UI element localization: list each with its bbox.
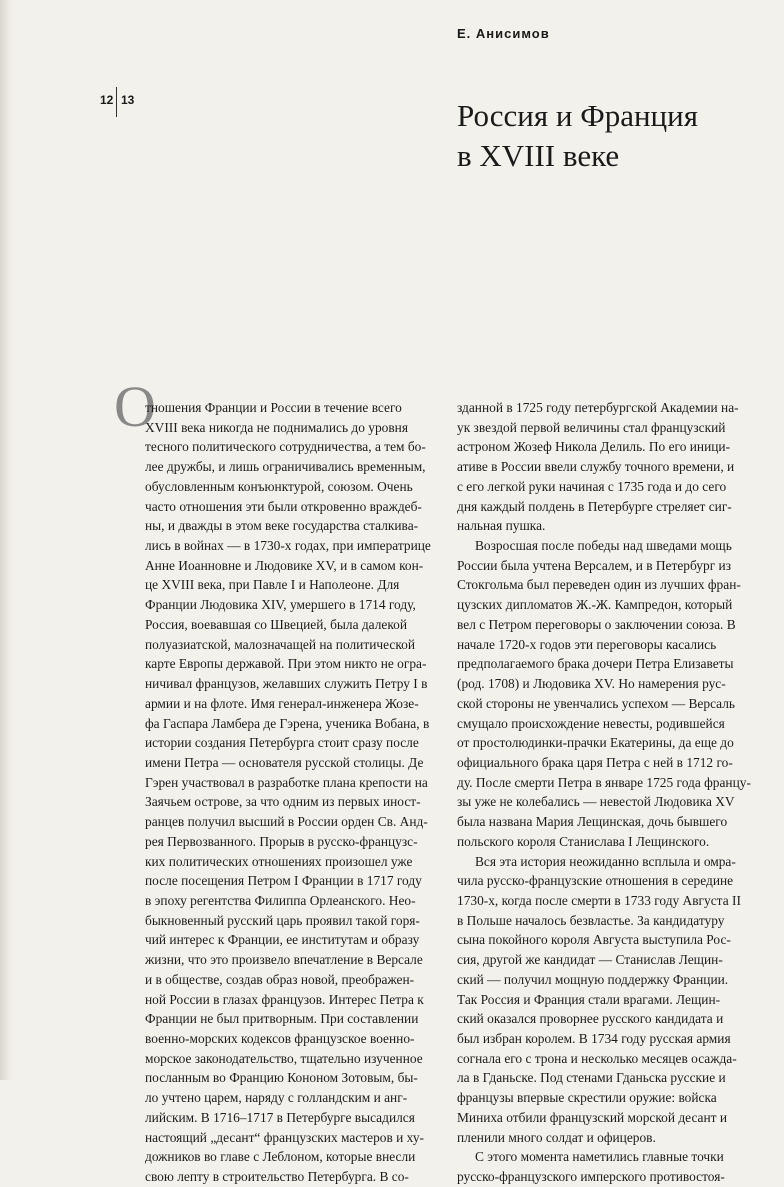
text-line: ничивал французов, желавших служить Петру I в [145, 676, 428, 692]
page-numbers [100, 93, 135, 107]
title-line-2: в XVIII веке [457, 138, 620, 173]
text-line: ской стороны не увенчались успехом — Версаль [457, 695, 736, 711]
text-line: лийским. В 1716–1717 в Петербурге высадился [145, 1109, 415, 1125]
text-line: рея Первозванного. Прорыв в русско-французс- [145, 833, 418, 849]
text-line: военно-морских кодексов французское военно- [145, 1031, 415, 1046]
text-line: нальная пушка. [457, 518, 546, 534]
text-line: от простолюдинки-прачки Екатерины, да еще до [457, 735, 734, 751]
page-number-right: 13 [121, 93, 135, 107]
text-line: часто отношения эти были откровенно враждеб- [145, 498, 422, 514]
text-line: фа Гаспара Ламбера де Гэрена, ученика Вобана, в [145, 715, 430, 731]
text-line: с его легкой руки начиная с 1735 года и до сего [457, 478, 727, 494]
text-line: Так Россия и Франция стали врагами. Лещин- [457, 991, 721, 1007]
text-line: Заячьем острове, за что одним из первых иност- [145, 794, 421, 810]
text-line: русско-французского имперского противостоя- [457, 1169, 725, 1185]
page-number-divider [116, 87, 117, 117]
running-head-author: Е. Анисимов [457, 26, 550, 41]
drop-cap: О [114, 374, 156, 439]
text-line: Миниха отбили французский морской десант и [457, 1109, 728, 1125]
text-line: ский оказался проворнее русского кандидата и [457, 1011, 724, 1027]
text-line: ны, и дважды в этом веке государства сталкива- [145, 518, 419, 534]
text-line: зы уже не колебались — невестой Людовика XV [457, 794, 735, 810]
text-line: ский — получил мощную поддержку Франции. [457, 971, 729, 987]
text-line: (род. 1708) и Людовика XV. Но намерения рус- [457, 676, 726, 692]
text-line: и в обществе, создав образ новой, преображен- [145, 971, 415, 987]
text-line: согнала его с трона и несколько месяцев осажда- [457, 1050, 737, 1066]
text-line: ких политических отношениях произошел уже [145, 853, 413, 869]
text-line: в Польше началось безвластье. За кандидатуру [457, 912, 725, 928]
text-line: свою лепту в строительство Петербурга. В со- [145, 1169, 409, 1185]
text-line: астроном Жозеф Никола Делиль. По его иници- [457, 439, 731, 455]
text-line: официального брака царя Петра с ней в 1712 го- [457, 754, 733, 770]
text-line: XVIII века никогда не поднимались до уровня [145, 419, 408, 435]
text-line: морское законодательство, тщательно изученное [145, 1050, 423, 1066]
text-line: польского короля Станислава I Лещинского. [457, 833, 710, 849]
text-line: после посещения Петром I Франции в 1717 году [145, 873, 422, 889]
text-line: смущало происхождение невесты, родившейся [457, 715, 725, 731]
text-line: ной России в глазах французов. Интерес Петра к [145, 991, 424, 1007]
text-line: была названа Мария Лещинская, дочь бывшего [457, 814, 728, 830]
text-line: французы впервые скрестили оружие: войска [457, 1090, 717, 1106]
text-line: полуазиатской, малозначащей на политической [145, 636, 416, 652]
text-line: пленили много солдат и офицеров. [457, 1129, 656, 1145]
text-line: дня каждый полдень в Петербурге стреляет сиг- [457, 498, 732, 514]
text-line: це XVIII века, при Павле I и Наполеоне. Для [145, 577, 400, 593]
text-line: имени Петра — основателя русской столицы. Де [145, 754, 424, 770]
text-line: дожников во главе с Леблоном, которые внесли [145, 1149, 416, 1165]
text-line: лись в войнах — в 1730-х годах, при императрице [145, 538, 431, 554]
text-line: Стокгольма был переведен один из лучших фран- [457, 577, 741, 593]
text-line: ук звездой первой величины стал французский [457, 419, 726, 435]
text-line: Возросшая после победы над шведами мощь [475, 538, 732, 554]
page-number-left: 12 [100, 93, 114, 107]
text-line: быкновенный русский царь проявил такой горя- [145, 912, 420, 928]
text-line: цузских дипломатов Ж.-Ж. Кампредон, который [457, 597, 733, 613]
text-line: карте Европы державой. При этом никто не огра- [145, 656, 427, 672]
text-line: Гэрен участвовал в разработке плана крепости на [145, 774, 428, 790]
text-line: посланным во Францию Кононом Зотовым, бы- [145, 1070, 418, 1086]
text-line: армии и на флоте. Имя генерал-инженера Жозе- [145, 695, 419, 711]
text-line: тесного политического сотрудничества, а тем бо- [145, 439, 426, 455]
text-line: истории создания Петербурга стоит сразу после [145, 735, 419, 751]
text-line: вел с Петром переговоры о заключении союза. В [457, 616, 736, 632]
text-line: настоящий „десант“ французских мастеров и ху- [145, 1129, 424, 1145]
text-line: России была учтена Версалем, и в Петербург из [457, 557, 731, 573]
title-line-1: Россия и Франция [457, 98, 698, 133]
text-line: сына покойного короля Августа выступила Рос- [457, 932, 731, 948]
right-text-column [457, 398, 771, 1187]
text-line: 1730-х, когда после смерти в 1733 году Августа II [457, 892, 741, 908]
text-line: Франции Людовика XIV, умершего в 1714 году, [145, 597, 416, 613]
article-title [457, 96, 777, 176]
text-line: тношения Франции и России в течение всего [145, 400, 402, 415]
text-line: Россия, воевавшая со Швецией, была далекой [145, 616, 408, 632]
text-line: начале 1720-х годов эти переговоры касались [457, 636, 717, 652]
text-line: Вся эта история неожиданно всплыла и омра- [475, 853, 736, 869]
text-line: Франции не был притворным. При составлении [145, 1011, 419, 1027]
text-line: сия, другой же кандидат — Станислав Лещин- [457, 952, 723, 968]
text-line: Анне Иоанновне и Людовике XV, и в самом кон- [145, 557, 424, 573]
text-line: ранцев получил высший в России орден Св. Анд- [145, 814, 428, 830]
text-line: ла в Гданьске. Под стенами Гданьска русские и [457, 1070, 726, 1086]
left-text-column [145, 398, 439, 1187]
text-line: обусловленным конъюнктурой, союзом. Очень [145, 478, 413, 494]
page-gutter-shadow [0, 0, 14, 1080]
text-line: чий интерес к Франции, ее институтам и образу [145, 932, 420, 948]
text-line: в эпоху регентства Филиппа Орлеанского. Нео- [145, 892, 416, 908]
text-line: предполагаемого брака дочери Петра Елизаветы [457, 656, 734, 672]
text-line: чила русско-французские отношения в середине [457, 873, 734, 889]
text-line: был избран королем. В 1734 году русская армия [457, 1031, 731, 1046]
text-line: ативе в России ввели службу точного времени, и [457, 459, 735, 475]
text-line: С этого момента наметились главные точки [475, 1149, 724, 1165]
text-line: лее дружбы, и лишь ограничивались временным, [145, 459, 426, 475]
text-line: ло учтено царем, наряду с голландским и анг- [145, 1090, 408, 1106]
text-line: жизни, что это произвело впечатление в Версале [145, 952, 423, 968]
text-line: зданной в 1725 году петербургской Академии на- [457, 400, 739, 415]
text-line: ду. После смерти Петра в январе 1725 года францу- [457, 774, 751, 790]
